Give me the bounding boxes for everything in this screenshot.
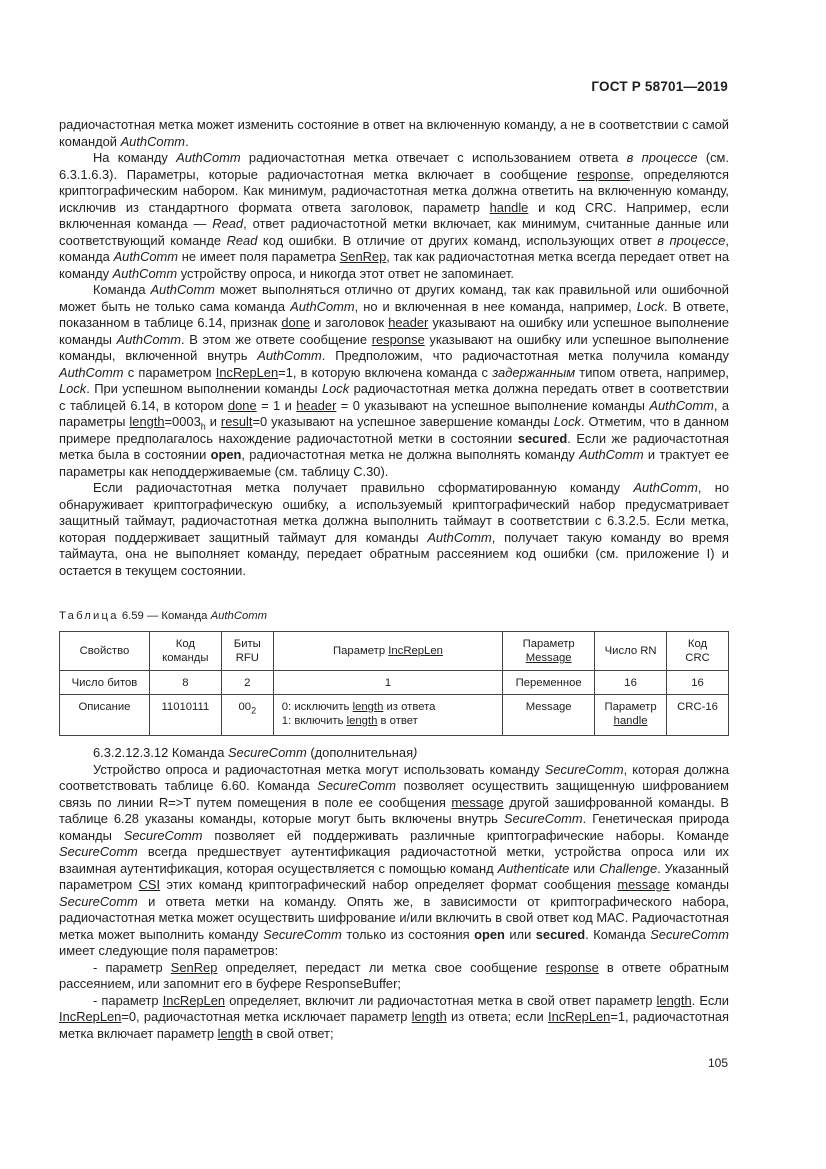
cell: 0: исключить length из ответа 1: включить length в ответ <box>273 695 502 736</box>
cell: Переменное <box>503 671 595 695</box>
cell: Message <box>503 695 595 736</box>
cell: 16 <box>667 671 729 695</box>
cell: $00_2$ <box>221 695 273 736</box>
list-item: - параметр IncRepLen определяет, включит ли радиочастотная метка в свой ответ параметр length. Если IncRepLen=0, радиочастотная метка исключает параметр length из ответа; если IncRepLen=1, радиочастотная метка включает параметр length в свой ответ; <box>59 992 729 1041</box>
doc-header-id: ГОСТ Р 58701—2019 <box>591 79 728 94</box>
th-command-code: Код команды <box>149 632 221 671</box>
cell: Описание <box>60 695 150 736</box>
paragraph: Если радиочастотная метка получает правильно сформатированную команду AuthComm, но обнаруживает криптографическую ошибку, а используемый криптографический набор предусматривает защитный таймаут, радиочастотная метка должна выполнить таймаут в соответствии с 6.3.2.5. Если метка, которая поддерживает защитный таймаут для команды AuthComm, получает такую команду во время таймаута, она не выполняет команду, передает обратным рассеянием код ошибки (см. приложение I) и остается в текущем состоянии. <box>59 480 730 578</box>
paragraph: радиочастотная метка может изменить состояние в ответ на включенную команду, а не в соответствии с самой командой AuthComm. <box>59 117 729 149</box>
table-row <box>60 695 729 736</box>
table-caption-prefix: Таблица <box>59 610 119 622</box>
cell: 8 <box>149 671 221 695</box>
table-caption-command: AuthComm <box>210 610 268 622</box>
th-rfu-bits: Биты RFU <box>221 632 273 671</box>
paragraph: Устройство опроса и радиочастотная метка могут использовать команду SecureComm, которая должна соответствовать таблице 6.60. Команда SecureComm позволяет осуществить защищенную шифрованием связь по линии R=>T путем помещения в поле ее сообщения message другой зашифрованной команды. В таблице 6.28 указаны команды, которые могут быть включены внутрь SecureComm. Генетическая природа команды SecureComm позволяет ей поддерживать различные криптографические наборы. Команде SecureComm всегда предшествует аутентификация радиочастотной метки, устройства опроса или их взаимная аутентификация, которая осуществляется с помощью команд Authenticate или Challenge. Указанный параметром CSI этих команд криптографический набор определяет формат сообщения message команды SecureComm и ответа метки на команду. Опять же, в зависимости от криптографического набора, радиочастотная метка может осуществить шифрование и/или включить в свой ответ код МАС. Радиочастотная метка может выполнить команду SecureComm только из состояния open или secured. Команда SecureComm имеет следующие поля параметров: <box>59 761 730 958</box>
page-number: 105 <box>707 1056 728 1070</box>
table-caption-text: 6.59 — Команда <box>118 610 211 622</box>
th-property: Свойство <box>60 632 150 671</box>
authcomm-table <box>59 631 729 736</box>
table-caption <box>59 610 267 622</box>
th-increplen: Параметр IncRepLen <box>273 632 502 671</box>
paragraph: Команда AuthComm может выполняться отлично от других команд, так как правильной или ошибочной может быть не только сама команда AuthComm, но и включенная в нее команда, например, Lock. В ответе, показанном в таблице 6.14, признак done и заголовок header указывают на ошибку или успешное выполнение команды AuthComm. В этом же ответе сообщение response указывают на ошибку или успешное выполнение команды, включенной внутрь AuthComm. Предположим, что радиочастотная метка получила команду AuthComm с параметром IncRepLen=1, в которую включена команда с задержанным типом ответа, например, Lock. При успешном выполнении команды Lock радиочастотная метка должна передать ответ в соответствии с таблицей 6.14, в котором done = 1 и header = 0 указывают на успешное выполнение команды AuthComm, а параметры $length=0003_h$ и result=0 указывают на успешное завершение команды Lock. Отметим, что в данном примере предполагалось нахождение радиочастотной метки в состоянии secured. Если же радиочастотная метка была в состоянии open, радиочастотная метка не должна выполнять команду AuthComm и трактует ее параметры как неподдерживаемые (см. таблицу С.30). <box>59 282 730 479</box>
th-message: Параметр Message <box>503 632 595 671</box>
cell: 11010111 <box>149 695 221 736</box>
section-heading: 6.3.2.12.3.12 Команда SecureComm (дополнительная) <box>93 745 418 760</box>
cell: 1 <box>273 671 502 695</box>
cell: 16 <box>595 671 667 695</box>
cell: Параметр handle <box>595 695 667 736</box>
paragraph: На команду AuthComm радиочастотная метка отвечает с использованием ответа в процессе (см. 6.3.1.6.3). Параметры, которые радиочастотная метка включает в сообщение response, определяются криптографическим набором. Как минимум, радиочастотная метка должна ответить на включенную команду, исключив из стандартного формата ответа заголовок, параметр handle и код CRC. Например, если включенная команда — Read, ответ радиочастотной метки включает, как минимум, считанные данные или соответствующий команде Read код ошибки. В отличие от других команд, использующих ответ в процессе, команда AuthComm не имеет поля параметра SenRep, так как радиочастотная метка всегда передает ответ на команду AuthComm устройству опроса, и никогда этот ответ не запоминает. <box>59 150 730 281</box>
list-item: - параметр SenRep определяет, передаст ли метка свое сообщение response в ответе обратным рассеянием, или запомнит его в буфере ResponseBuffer; <box>59 959 730 991</box>
cell: Число битов <box>60 671 150 695</box>
cell: CRC-16 <box>667 695 729 736</box>
th-rn: Число RN <box>595 632 667 671</box>
body-text-bottom <box>59 745 729 1042</box>
table-row <box>60 671 729 695</box>
th-crc: Код CRC <box>667 632 729 671</box>
body-text-top <box>59 117 729 579</box>
table-header-row <box>60 632 729 671</box>
cell: 2 <box>221 671 273 695</box>
